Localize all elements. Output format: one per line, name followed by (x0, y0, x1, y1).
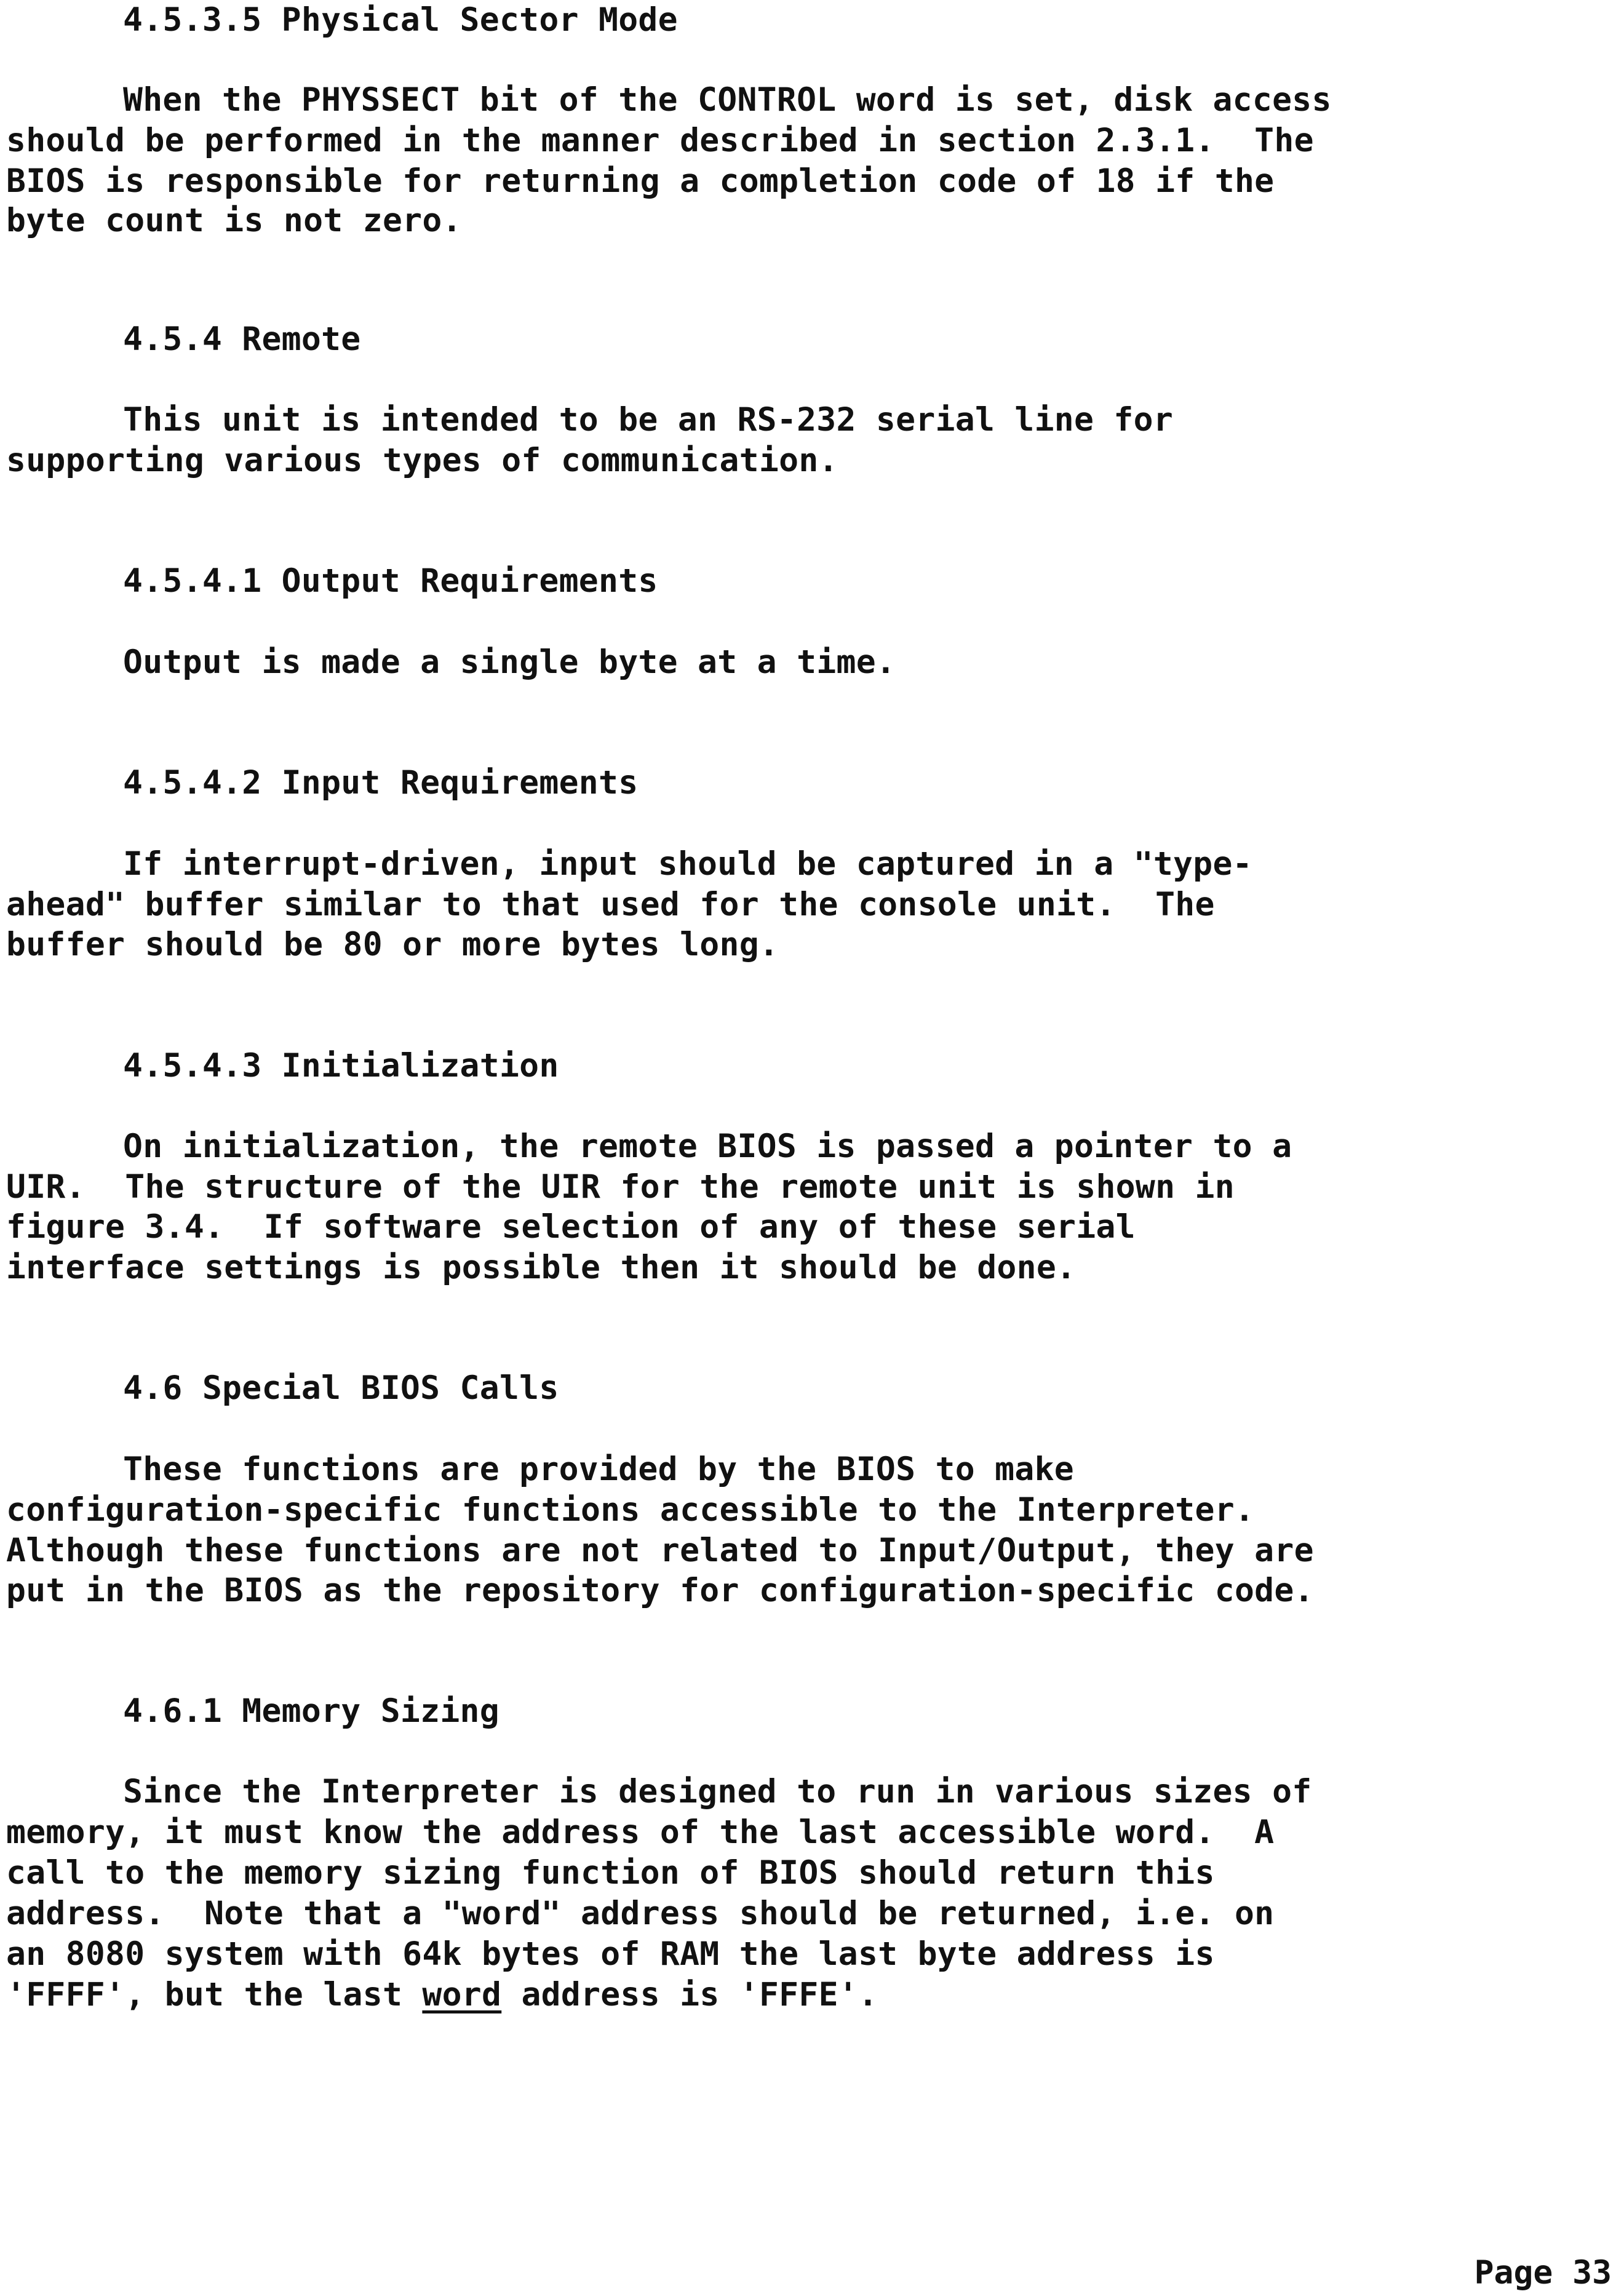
section-heading: 4.6 Special BIOS Calls (123, 1369, 559, 1407)
paragraph-line: Although these functions are not related to Input/Output, they are (6, 1532, 1314, 1569)
section-heading: 4.5.4.3 Initialization (123, 1047, 559, 1085)
paragraph-line: supporting various types of communication. (6, 442, 838, 479)
paragraph-line: call to the memory sizing function of BIOS should return this (6, 1854, 1215, 1892)
paragraph-line: memory, it must know the address of the last accessible word. A (6, 1814, 1275, 1851)
section-heading: 4.5.4.1 Output Requirements (123, 562, 658, 600)
paragraph-line: Since the Interpreter is designed to run in various sizes of (123, 1773, 1312, 1810)
paragraph-line: an 8080 system with 64k bytes of RAM the last byte address is (6, 1935, 1215, 1973)
paragraph-line: On initialization, the remote BIOS is passed a pointer to a (123, 1128, 1292, 1165)
section-heading: 4.5.4.2 Input Requirements (123, 764, 639, 802)
section-heading: 4.5.3.5 Physical Sector Mode (123, 1, 678, 39)
paragraph-line: should be performed in the manner described in section 2.3.1. The (6, 122, 1314, 159)
paragraph-line: address. Note that a "word" address should be returned, i.e. on (6, 1895, 1275, 1932)
paragraph-line: BIOS is responsible for returning a completion code of 18 if the (6, 162, 1275, 200)
paragraph-line: Output is made a single byte at a time. (123, 643, 896, 681)
paragraph-line: These functions are provided by the BIOS to make (123, 1451, 1075, 1488)
paragraph-line: configuration-specific functions accessible to the Interpreter. (6, 1491, 1255, 1529)
paragraph-line: interface settings is possible then it should be done. (6, 1249, 1077, 1286)
paragraph-line: UIR. The structure of the UIR for the remote unit is shown in (6, 1168, 1235, 1206)
paragraph-line: If interrupt-driven, input should be captured in a "type- (123, 845, 1252, 883)
paragraph-line: ahead" buffer similar to that used for the console unit. The (6, 886, 1215, 923)
paragraph-line: figure 3.4. If software selection of any of these serial (6, 1208, 1136, 1246)
line-text: 'FFFF', but the last (6, 1976, 423, 2013)
page-number: Page 33 (1474, 2254, 1612, 2292)
section-heading: 4.6.1 Memory Sizing (123, 1692, 500, 1730)
paragraph-line: buffer should be 80 or more bytes long. (6, 926, 779, 963)
paragraph-line: put in the BIOS as the repository for configuration-specific code. (6, 1572, 1314, 1609)
section-heading: 4.5.4 Remote (123, 321, 361, 358)
line-text: address is 'FFFE'. (501, 1976, 878, 2013)
paragraph-line: byte count is not zero. (6, 202, 462, 239)
paragraph-line (6, 1975, 878, 2015)
paragraph-line: This unit is intended to be an RS-232 serial line for (123, 401, 1174, 439)
underlined-word: word (422, 1976, 502, 2013)
paragraph-line: When the PHYSSECT bit of the CONTROL word is set, disk access (123, 81, 1332, 119)
